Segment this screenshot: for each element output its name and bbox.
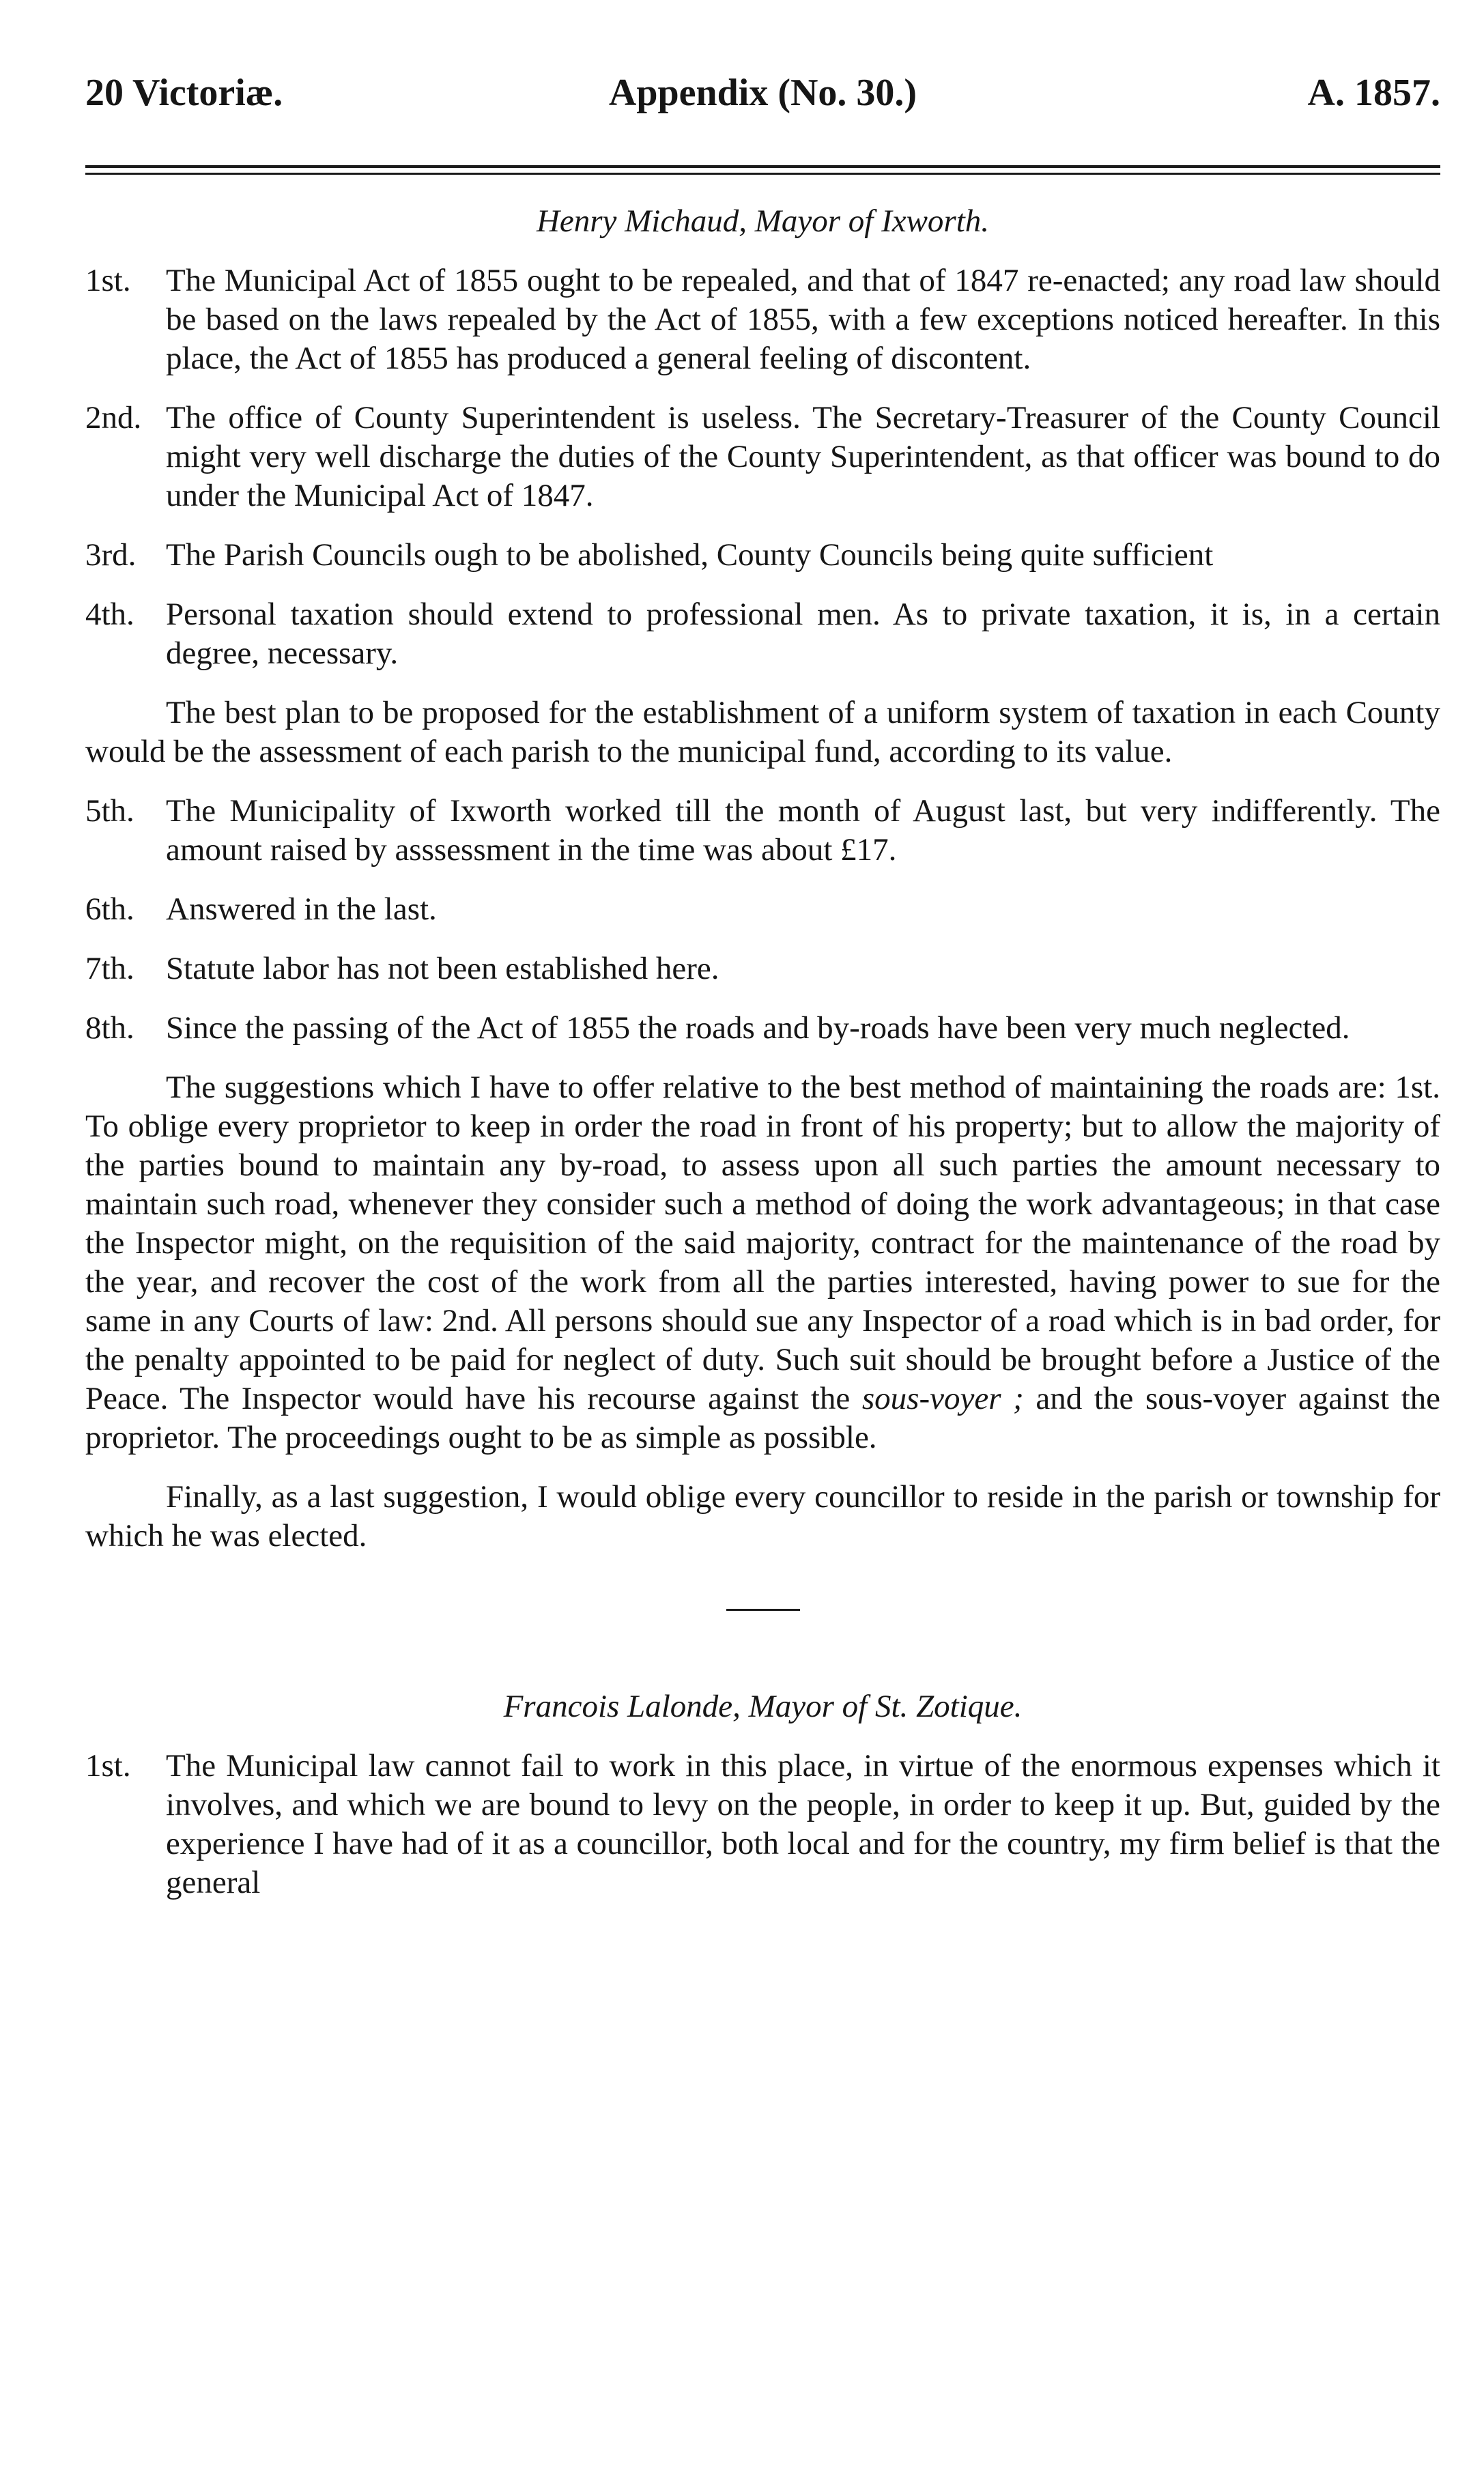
running-header <box>85 71 1440 126</box>
answer-text: Since the passing of the Act of 1855 the roads and by-roads have been very much neglected. <box>166 1010 1350 1046</box>
answer-item <box>85 949 1440 988</box>
answer-item <box>85 1009 1440 1048</box>
answer-number: 4th. <box>85 597 134 632</box>
suggestions-italic: sous-voyer ; <box>861 1381 1024 1416</box>
answer-number: 2nd. <box>85 400 142 435</box>
section-heading-michaud: Henry Michaud, Mayor of Ixworth. <box>536 203 990 239</box>
document-page <box>85 0 1440 2475</box>
header-double-rule <box>85 165 1440 175</box>
answer-item <box>85 595 1440 673</box>
answer-item <box>85 261 1440 378</box>
answer-text: Answered in the last. <box>166 891 437 927</box>
header-appendix: Appendix (No. 30.) <box>608 72 917 114</box>
answer-item <box>85 792 1440 870</box>
answer-text: The Municipal law cannot fail to work in this place, in virtue of the enormous expenses which it involves, and which we are bound to levy on the people, in order to keep it up. But, guided by the experience I have had of it as a councillor, both local and for the country, my firm belief is that the general <box>166 1748 1440 1900</box>
answer-text: The Municipality of Ixworth worked till the month of August last, but very indifferently. The amount raised by asssessment in the time was about £17. <box>166 793 1440 868</box>
answer-number: 5th. <box>85 793 134 829</box>
answer-item <box>85 399 1440 515</box>
body-text <box>85 202 1440 1923</box>
answer-number: 8th. <box>85 1010 134 1046</box>
suggestions-text-end: and the sous-voyer against the proprietor. The proceedings ought to be as simple as possible. <box>85 1381 1441 1455</box>
answer-number: 3rd. <box>85 537 137 573</box>
answer-number: 6th. <box>85 891 134 927</box>
answer-text: The Municipal Act of 1855 ought to be repealed, and that of 1847 re-enacted; any road law should be based on the laws repealed by the Act of 1855, with a few exceptions noticed hereafter. In this place, the Act of 1855 has produced a general feeling of discontent. <box>166 263 1440 376</box>
section-separator-rule <box>726 1609 800 1611</box>
answer-item <box>85 1747 1440 1902</box>
answer-item <box>85 536 1440 575</box>
suggestions-paragraph <box>85 1068 1440 1457</box>
answer-text: The office of County Superintendent is useless. The Secretary-Treasurer of the County Council might very well discharge the duties of the County Superintendent, as that officer was bound to do under the Municipal Act of 1847. <box>166 400 1440 513</box>
answer-number: 7th. <box>85 951 134 986</box>
answer-text: Personal taxation should extend to professional men. As to private taxation, it is, in a certain degree, necessary. <box>166 597 1440 671</box>
header-session: 20 Victoriæ. <box>85 72 283 114</box>
answer-number: 1st. <box>85 1748 131 1784</box>
answer-text: Statute labor has not been established here. <box>166 951 719 986</box>
suggestions-text: The suggestions which I have to offer relative to the best method of maintaining the roads are: 1st. To oblige every proprietor to keep in order the road in front of his property; but to allow the majority of the parties bound to maintain any by-road, to assess upon all such parties the amount necessary to maintain such road, whenever they consider such a method of doing the work advantageous; in that case the Inspector might, on the requisition of the said majority, contract for the maintenance of the road by the year, and recover the cost of the work from all the parties interested, having power to sue for the same in any Courts of law: 2nd. All persons should sue any Inspector of a road which is in bad order, for the penalty appointed to be paid for neglect of duty. Such suit should be brought before a Justice of the Peace. The Inspector would have his recourse against the <box>85 1070 1440 1416</box>
answer-item <box>85 890 1440 929</box>
header-year: A. 1857. <box>1307 72 1440 114</box>
final-suggestion-paragraph: Finally, as a last suggestion, I would oblige every councillor to reside in the parish or township for which he was elected. <box>85 1479 1440 1554</box>
answer-text: The Parish Councils ough to be abolished, County Councils being quite sufficient <box>166 537 1214 573</box>
taxation-paragraph: The best plan to be proposed for the establishment of a uniform system of taxation in each County would be the assessment of each parish to the municipal fund, according to its value. <box>85 695 1440 769</box>
section-heading-lalonde: Francois Lalonde, Mayor of St. Zotique. <box>503 1689 1023 1724</box>
answer-number: 1st. <box>85 263 131 298</box>
